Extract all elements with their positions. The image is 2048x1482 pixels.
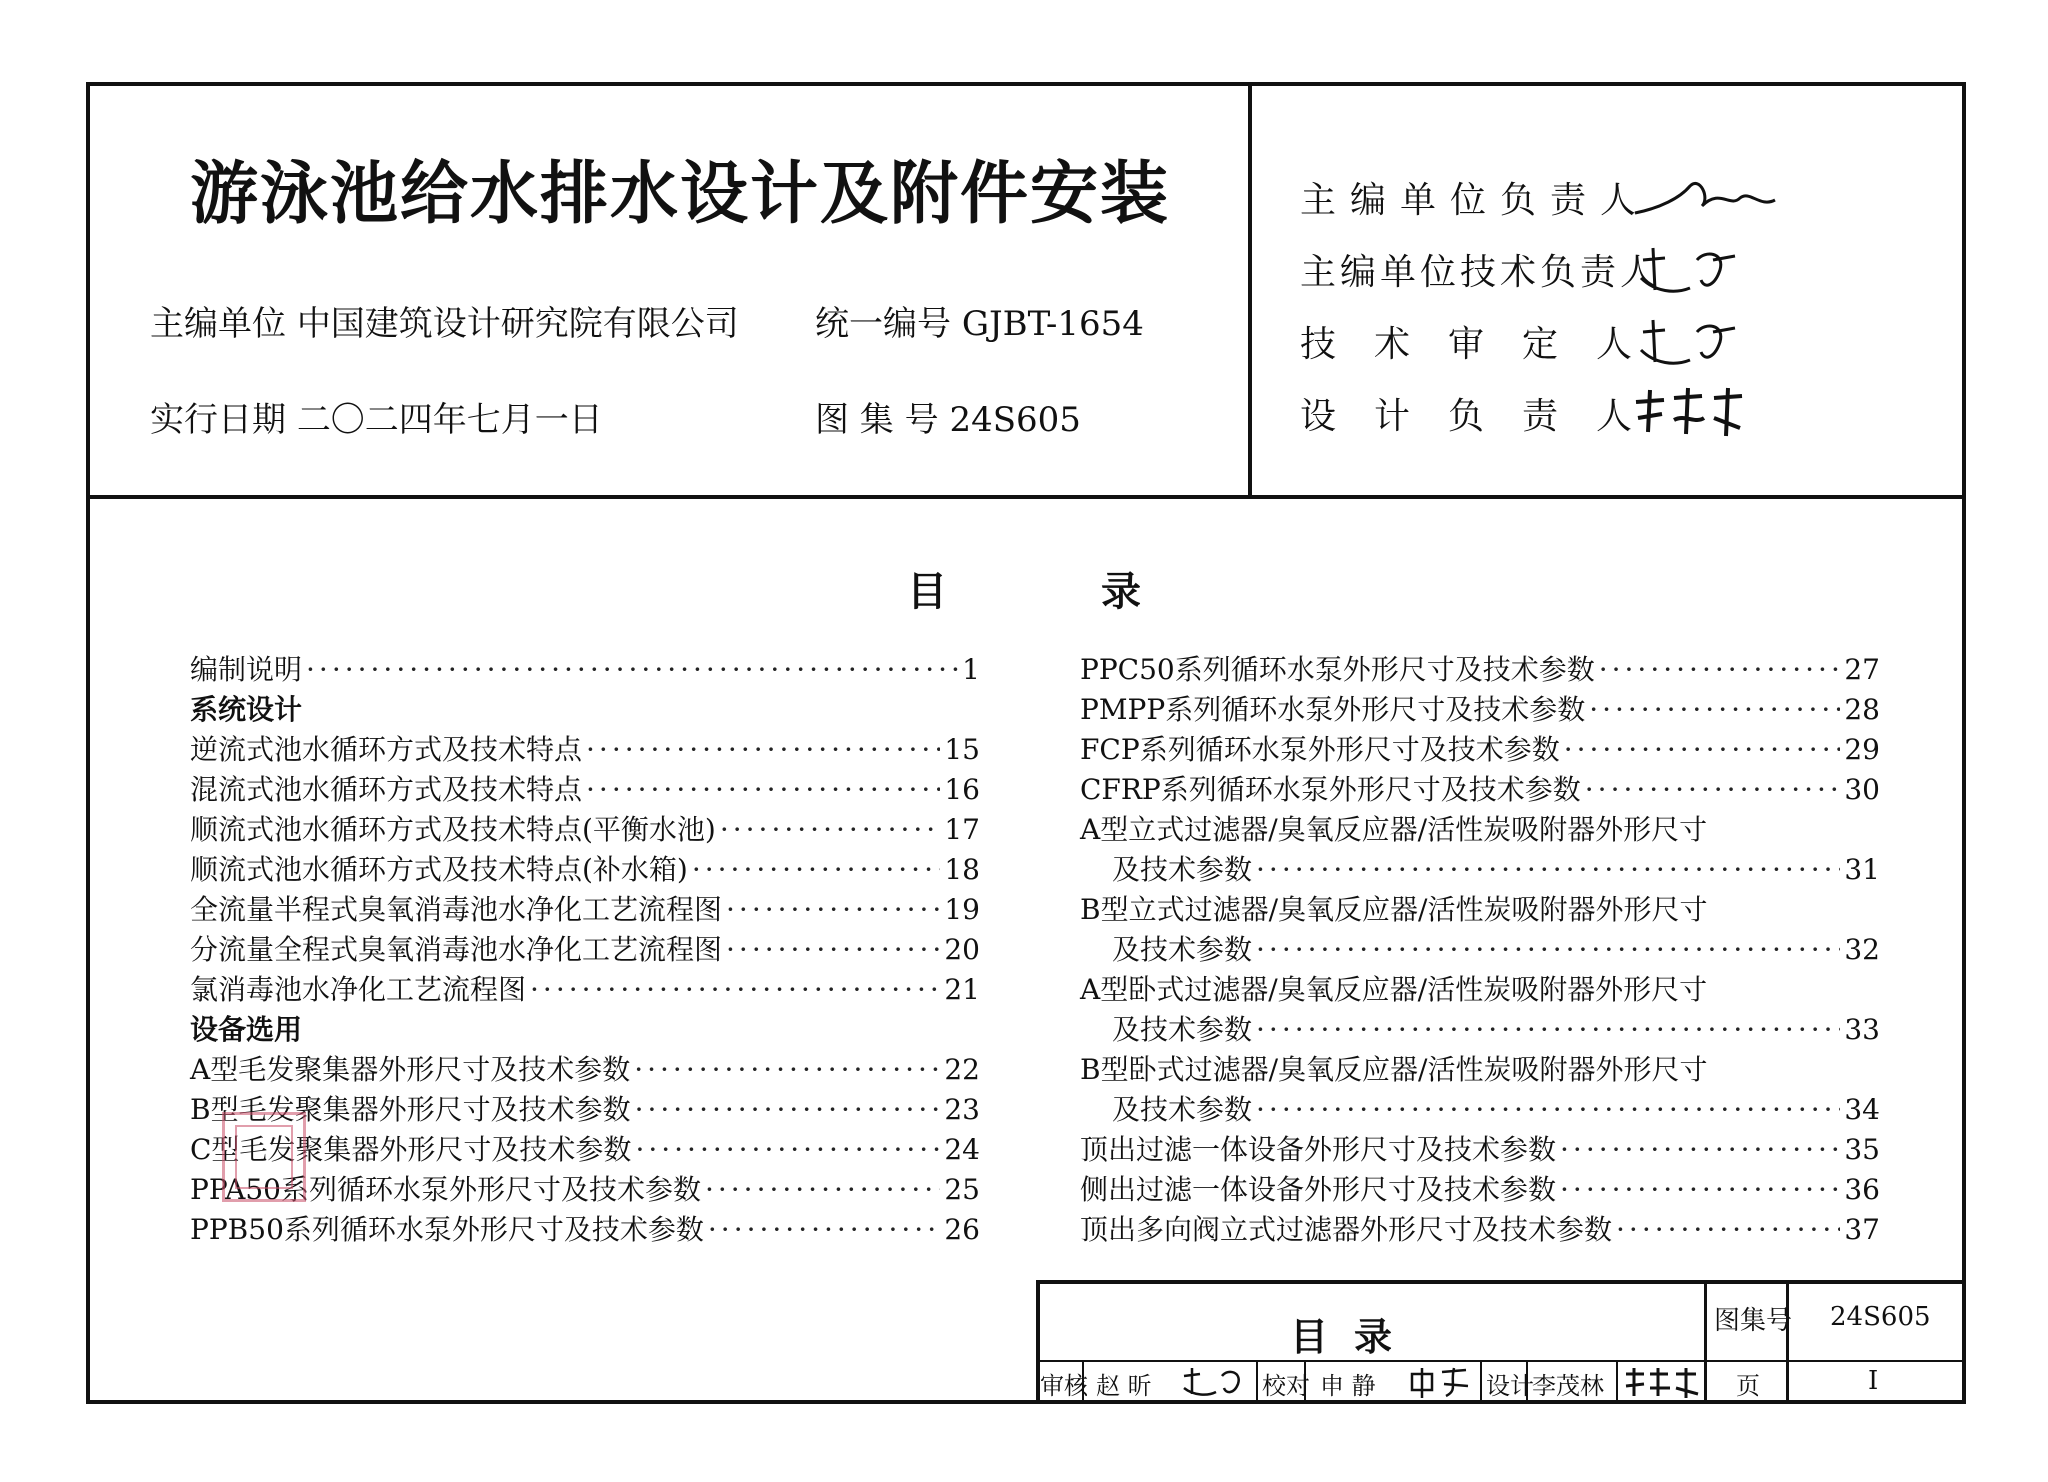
toc-heading xyxy=(0,560,2048,617)
toc-leader-dots xyxy=(586,770,940,810)
toc-entry xyxy=(190,890,980,930)
toc-entry xyxy=(1080,890,1880,930)
title-block-cell-line xyxy=(1616,1360,1618,1404)
toc-entry-title: B型毛发聚集器外形尺寸及技术参数 xyxy=(190,1093,631,1126)
toc-entry xyxy=(1080,1130,1880,1170)
unified-number-label: 统一编号 xyxy=(815,304,951,344)
toc-entry xyxy=(190,1090,980,1130)
toc-right-column xyxy=(1080,650,1880,1250)
title-block-atlas-number: 24S605 xyxy=(1830,1302,1931,1332)
toc-leader-dots xyxy=(1560,1170,1840,1210)
toc-category-label: 系统设计 xyxy=(190,693,303,726)
toc-entry-title: 及技术参数 xyxy=(1112,853,1253,886)
toc-leader-dots xyxy=(1589,690,1840,730)
toc-entry-title: FCP系列循环水泵外形尺寸及技术参数 xyxy=(1080,733,1560,766)
toc-entry-page: 19 xyxy=(944,893,980,926)
toc-leader-dots xyxy=(1599,650,1841,690)
toc-entry-title: B型卧式过滤器/臭氧反应器/活性炭吸附器外形尺寸 xyxy=(1080,1053,1708,1086)
toc-leader-dots xyxy=(1560,1130,1840,1170)
toc-entry-page: 21 xyxy=(944,973,980,1006)
toc-entry-page: 28 xyxy=(1844,693,1880,726)
toc-entry-title: 氯消毒池水净化工艺流程图 xyxy=(190,973,527,1006)
toc-leader-dots xyxy=(1256,850,1840,890)
editor-unit-label: 主编单位 xyxy=(150,304,286,344)
toc-leader-dots xyxy=(1256,1090,1840,1130)
toc-category-label: 设备选用 xyxy=(190,1013,303,1046)
toc-entry-page: 34 xyxy=(1844,1093,1880,1126)
atlas-number-line xyxy=(815,392,1081,441)
toc-entry-page: 22 xyxy=(944,1053,980,1086)
effective-date-label: 实行日期 xyxy=(150,400,286,440)
toc-leader-dots xyxy=(726,930,940,970)
toc-left-column xyxy=(190,650,980,1250)
toc-entry-title: 分流量全程式臭氧消毒池水净化工艺流程图 xyxy=(190,933,723,966)
toc-entry-title: A型卧式过滤器/臭氧反应器/活性炭吸附器外形尺寸 xyxy=(1080,973,1708,1006)
page-label: 页 xyxy=(1736,1372,1760,1400)
chief-unit-head-label: 主编单位负责人 xyxy=(1300,180,1651,221)
toc-heading-char-1: 目 xyxy=(907,569,948,615)
title-block-col-line-1 xyxy=(1704,1280,1707,1404)
toc-entry xyxy=(1080,1170,1880,1210)
toc-leader-dots xyxy=(634,1050,940,1090)
reviewer-signature xyxy=(1180,1364,1250,1400)
toc-entry-title: A型立式过滤器/臭氧反应器/活性炭吸附器外形尺寸 xyxy=(1080,813,1708,846)
toc-entry-title: 混流式池水循环方式及技术特点 xyxy=(190,773,583,806)
atlas-title: 游泳池给水排水设计及附件安装 xyxy=(190,155,1171,234)
toc-leader-dots xyxy=(530,970,940,1010)
toc-entry xyxy=(190,1050,980,1090)
toc-entry xyxy=(190,770,980,810)
page-number: I xyxy=(1868,1366,1879,1396)
checker-signature xyxy=(1406,1364,1476,1400)
review-label: 审核 xyxy=(1040,1372,1088,1400)
technical-approver-label: 技术审定人 xyxy=(1300,324,1671,365)
toc-entry xyxy=(1080,1010,1880,1050)
toc-entry xyxy=(190,650,980,690)
toc-leader-dots xyxy=(708,1210,940,1250)
toc-entry-title: 顺流式池水循环方式及技术特点(平衡水池) xyxy=(190,813,716,846)
atlas-number-label: 图 集 号 xyxy=(815,400,939,440)
toc-entry-title: PMPP系列循环水泵外形尺寸及技术参数 xyxy=(1080,693,1586,726)
toc-entry-title: PPB50系列循环水泵外形尺寸及技术参数 xyxy=(190,1213,704,1246)
signature-chief-unit-head xyxy=(1630,168,1780,228)
seal-stamp xyxy=(222,1112,306,1202)
toc-entry-page: 24 xyxy=(944,1133,980,1166)
title-block-cell-line xyxy=(1256,1360,1258,1404)
toc-entry-page: 25 xyxy=(944,1173,980,1206)
toc-entry-title: 及技术参数 xyxy=(1112,1093,1253,1126)
title-block-top-line xyxy=(1036,1280,1966,1284)
toc-entry-page: 18 xyxy=(944,853,980,886)
toc-entry-title: 顺流式池水循环方式及技术特点(补水箱) xyxy=(190,853,688,886)
toc-leader-dots xyxy=(692,850,941,890)
toc-entry-page: 36 xyxy=(1844,1173,1880,1206)
toc-leader-dots xyxy=(1564,730,1841,770)
chief-unit-tech-head-label: 主编单位技术负责人 xyxy=(1300,252,1661,293)
check-label: 校对 xyxy=(1262,1372,1310,1400)
toc-entry-title: 侧出过滤一体设备外形尺寸及技术参数 xyxy=(1080,1173,1557,1206)
toc-entry-title: 及技术参数 xyxy=(1112,1013,1253,1046)
toc-leader-dots xyxy=(635,1130,940,1170)
toc-category xyxy=(190,690,980,730)
toc-entry xyxy=(1080,1090,1880,1130)
header-split-line xyxy=(1248,82,1252,499)
toc-leader-dots xyxy=(635,1090,941,1130)
toc-entry-title: 逆流式池水循环方式及技术特点 xyxy=(190,733,583,766)
toc-entry-page: 15 xyxy=(944,733,980,766)
editor-unit-line xyxy=(150,296,739,345)
toc-entry-page: 27 xyxy=(1844,653,1880,686)
toc-entry xyxy=(190,730,980,770)
atlas-number: 24S605 xyxy=(949,400,1081,440)
toc-entry-title: CFRP系列循环水泵外形尺寸及技术参数 xyxy=(1080,773,1581,806)
toc-entry-title: A型毛发聚集器外形尺寸及技术参数 xyxy=(190,1053,631,1086)
toc-entry xyxy=(190,1170,980,1210)
title-block-cell-line xyxy=(1480,1360,1482,1404)
toc-entry-title: C型毛发聚集器外形尺寸及技术参数 xyxy=(190,1133,632,1166)
toc-leader-dots xyxy=(1256,1010,1840,1050)
toc-entry-title: PPC50系列循环水泵外形尺寸及技术参数 xyxy=(1080,653,1595,686)
design-head-label: 设计负责人 xyxy=(1300,396,1671,437)
toc-entry-title: PPA50系列循环水泵外形尺寸及技术参数 xyxy=(190,1173,701,1206)
toc-entry xyxy=(1080,770,1880,810)
toc-entry-title: 顶出多向阀立式过滤器外形尺寸及技术参数 xyxy=(1080,1213,1613,1246)
toc-entry-page: 26 xyxy=(944,1213,980,1246)
toc-entry xyxy=(1080,970,1880,1010)
unified-number: GJBT-1654 xyxy=(961,304,1144,344)
toc-leader-dots xyxy=(1256,930,1840,970)
toc-entry-page: 31 xyxy=(1844,853,1880,886)
header-divider xyxy=(86,495,1966,499)
toc-entry-page: 29 xyxy=(1844,733,1880,766)
toc-entry-title: B型立式过滤器/臭氧反应器/活性炭吸附器外形尺寸 xyxy=(1080,893,1708,926)
toc-entry xyxy=(190,850,980,890)
toc-entry xyxy=(1080,650,1880,690)
signature-technical-approver xyxy=(1635,312,1745,372)
toc-leader-dots xyxy=(1616,1210,1840,1250)
effective-date: 二〇二四年七月一日 xyxy=(296,400,603,440)
toc-leader-dots xyxy=(705,1170,940,1210)
toc-entry-page: 33 xyxy=(1844,1013,1880,1046)
toc-entry xyxy=(1080,690,1880,730)
title-block-col-line-2 xyxy=(1786,1280,1789,1404)
designer-signature xyxy=(1622,1364,1702,1400)
toc-leader-dots xyxy=(1585,770,1841,810)
toc-leader-dots xyxy=(726,890,940,930)
toc-entry-title: 编制说明 xyxy=(190,653,303,686)
toc-entry-page: 37 xyxy=(1844,1213,1880,1246)
toc-entry-page: 35 xyxy=(1844,1133,1880,1166)
editor-unit: 中国建筑设计研究院有限公司 xyxy=(296,304,739,344)
toc-entry-page: 32 xyxy=(1844,933,1880,966)
toc-entry xyxy=(190,1210,980,1250)
toc-entry xyxy=(1080,730,1880,770)
effective-date-line xyxy=(150,392,603,441)
toc-entry xyxy=(190,1130,980,1170)
toc-category xyxy=(190,1010,980,1050)
signature-design-head xyxy=(1630,384,1750,444)
designer-name: 李茂林 xyxy=(1532,1372,1604,1400)
toc-entry xyxy=(190,810,980,850)
toc-entry xyxy=(1080,810,1880,850)
toc-entry-page: 30 xyxy=(1844,773,1880,806)
toc-entry xyxy=(190,970,980,1010)
title-block-atlas-label: 图集号 xyxy=(1714,1306,1793,1336)
toc-entry xyxy=(190,930,980,970)
toc-leader-dots xyxy=(720,810,941,850)
toc-entry xyxy=(1080,930,1880,970)
unified-number-line xyxy=(815,296,1144,345)
toc-entry xyxy=(1080,850,1880,890)
reviewer-name: 赵 昕 xyxy=(1096,1372,1152,1400)
toc-leader-dots xyxy=(586,730,940,770)
toc-entry-title: 全流量半程式臭氧消毒池水净化工艺流程图 xyxy=(190,893,723,926)
toc-entry-page: 1 xyxy=(962,653,980,686)
title-block-title: 目录 xyxy=(1290,1315,1419,1359)
title-block-mid-line xyxy=(1036,1360,1966,1362)
toc-entry-page: 17 xyxy=(944,813,980,846)
toc-entry xyxy=(1080,1050,1880,1090)
toc-entry xyxy=(1080,1210,1880,1250)
design-label: 设计 xyxy=(1486,1372,1534,1400)
signature-tech-head xyxy=(1635,240,1745,300)
toc-heading-char-2: 录 xyxy=(1100,569,1141,615)
toc-leader-dots xyxy=(306,650,958,690)
toc-entry-page: 20 xyxy=(944,933,980,966)
toc-entry-page: 23 xyxy=(944,1093,980,1126)
checker-name: 申 静 xyxy=(1320,1372,1376,1400)
toc-entry-title: 及技术参数 xyxy=(1112,933,1253,966)
toc-entry-title: 顶出过滤一体设备外形尺寸及技术参数 xyxy=(1080,1133,1557,1166)
toc-entry-page: 16 xyxy=(944,773,980,806)
